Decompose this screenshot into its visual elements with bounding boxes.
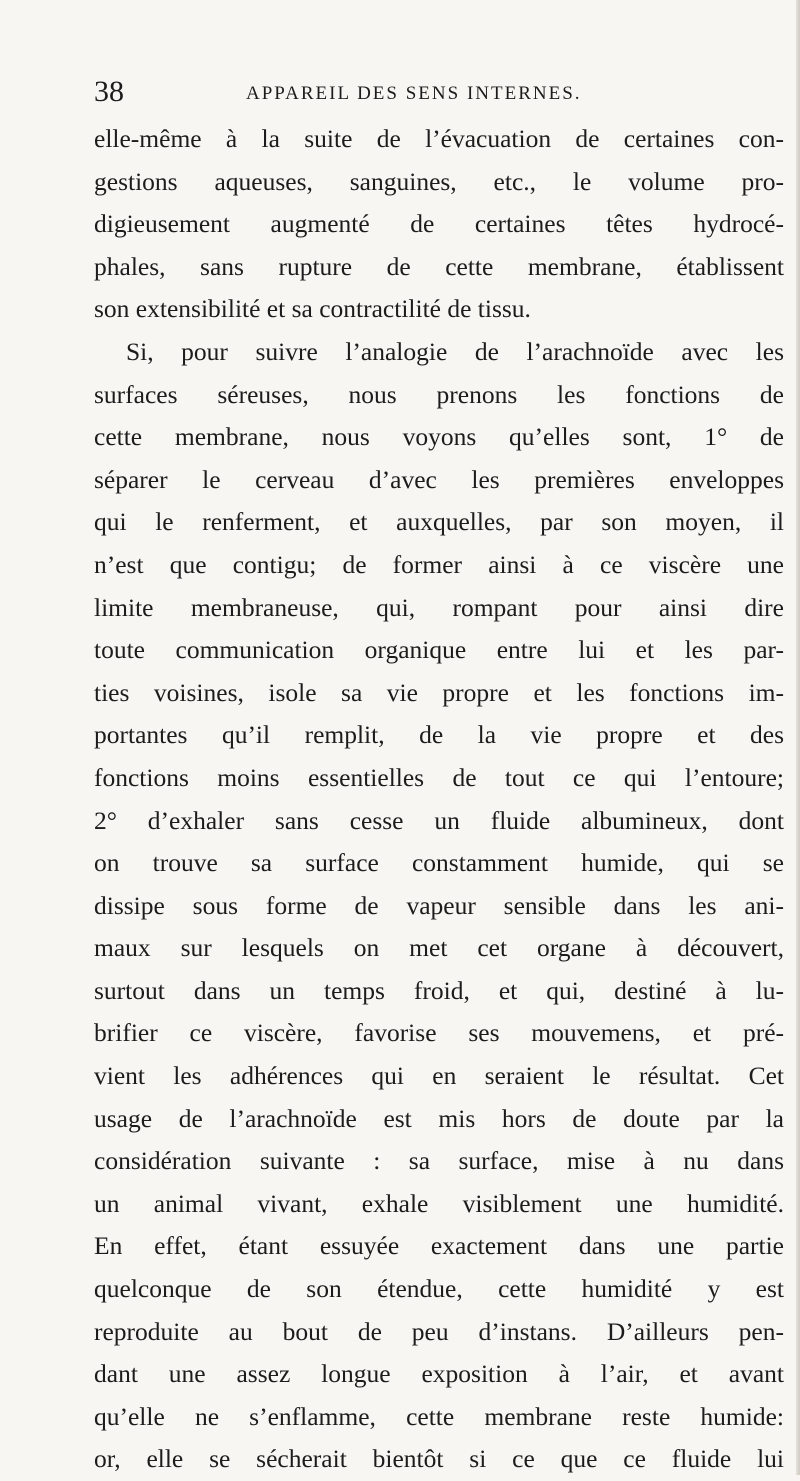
text-line: son extensibilité et sa contractilité de tissu. <box>94 294 531 324</box>
text-line: séparer le cerveau d’avec les premières enveloppes <box>94 464 784 494</box>
text-line: reproduite au bout de peu d’instans. D’ailleurs pen- <box>94 1316 784 1346</box>
page-number: 38 <box>94 75 124 108</box>
text-line: elle-même à la suite de l’évacuation de certaines con- <box>94 124 784 153</box>
text-line: surtout dans un temps froid, et qui, destiné à lu- <box>94 975 784 1005</box>
running-head: APPAREIL DES SENS INTERNES. <box>246 83 582 104</box>
text-line: brifier ce viscère, favorise ses mouvemens, et pré- <box>94 1018 784 1048</box>
text-line: toute communication organique entre lui et les par- <box>94 635 784 665</box>
text-line: or, elle se sécherait bientôt si ce que ce fluide lui <box>94 1444 784 1474</box>
text-line: limite membraneuse, qui, rompant pour ainsi dire <box>94 592 784 622</box>
text-line: surfaces séreuses, nous prenons les fonctions de <box>94 379 784 409</box>
text-line: dissipe sous forme de vapeur sensible dans les ani- <box>94 890 784 920</box>
body-text <box>94 118 784 1481</box>
text-line: usage de l’arachnoïde est mis hors de doute par la <box>94 1103 784 1133</box>
text-line: on trouve sa surface constamment humide, qui se <box>94 848 784 878</box>
text-line: dant une assez longue exposition à l’air, et avant <box>94 1359 784 1389</box>
text-line: cette membrane, nous voyons qu’elles sont, 1° de <box>94 422 784 452</box>
text-line: fonctions moins essentielles de tout ce qui l’entoure; <box>94 762 784 792</box>
page-edge <box>796 0 800 1475</box>
text-line: quelconque de son étendue, cette humidité y est <box>94 1274 784 1304</box>
text-line: n’est que contigu; de former ainsi à ce viscère une <box>94 549 784 579</box>
text-line: vient les adhérences qui en seraient le résultat. Cet <box>94 1061 784 1091</box>
text-line: portantes qu’il remplit, de la vie propre et des <box>94 720 784 750</box>
text-line: 2° d’exhaler sans cesse un fluide albumineux, dont <box>94 805 784 835</box>
text-line: ties voisines, isole sa vie propre et les fonctions im- <box>94 677 784 707</box>
text-line: qui le renferment, et auxquelles, par son moyen, il <box>94 507 784 537</box>
text-line: Si, pour suivre l’analogie de l’arachnoïde avec les <box>126 336 784 366</box>
text-line: phales, sans rupture de cette membrane, établissent <box>94 251 784 281</box>
text-line: un animal vivant, exhale visiblement une humidité. <box>94 1188 784 1218</box>
text-line: gestions aqueuses, sanguines, etc., le volume pro- <box>94 166 784 196</box>
page-header <box>94 72 784 112</box>
text-line: digieusement augmenté de certaines têtes hydrocé- <box>94 209 784 239</box>
text-line: qu’elle ne s’enflamme, cette membrane reste humide: <box>94 1401 784 1431</box>
text-line: En effet, étant essuyée exactement dans une partie <box>94 1231 784 1261</box>
text-line: considération suivante : sa surface, mise à nu dans <box>94 1146 784 1176</box>
text-line: maux sur lesquels on met cet organe à découvert, <box>94 933 784 963</box>
